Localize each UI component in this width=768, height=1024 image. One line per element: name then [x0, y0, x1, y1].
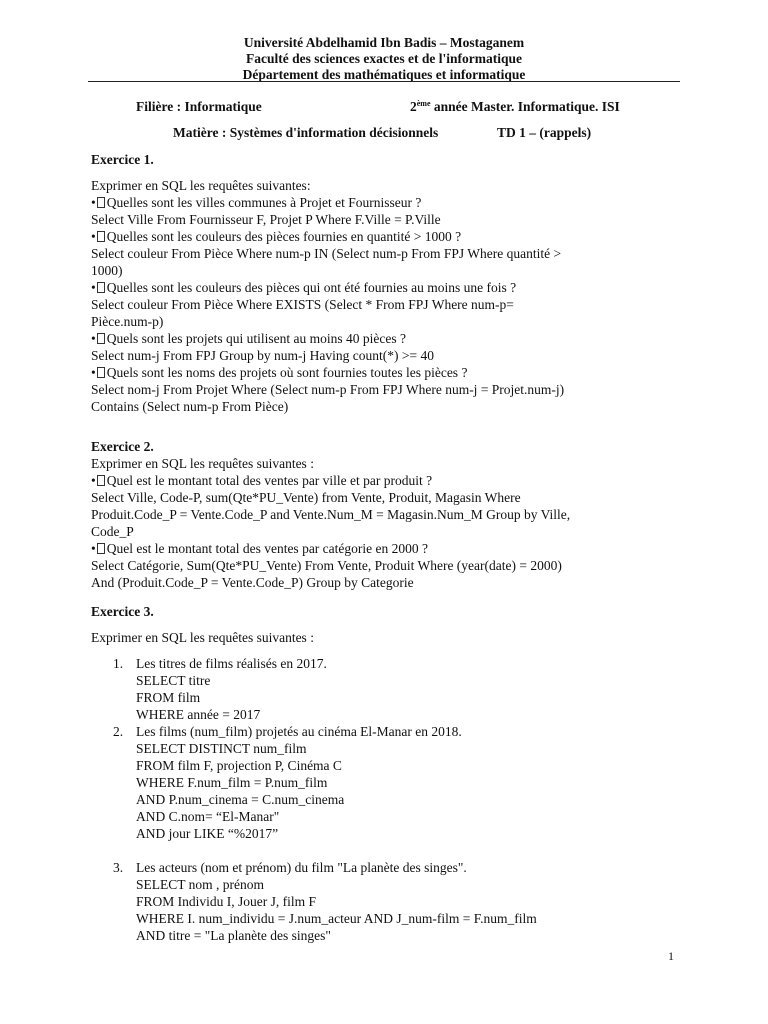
university-name: Université Abdelhamid Ibn Badis – Mostaganem — [243, 35, 525, 50]
list-item: • Quelles sont les couleurs des pièces fournies en quantité > 1000 ? Select couleur From Pièce Where num-p IN (Select num-p From FPJ Where quantité > 1000) — [91, 229, 562, 278]
bullet-icon: • — [91, 365, 96, 380]
checkbox-icon — [97, 475, 105, 486]
year-label: 2ème année Master. Informatique. ISI — [410, 99, 620, 114]
document-body — [91, 151, 691, 944]
td-label: TD 1 – (rappels) — [497, 125, 592, 140]
bullet-icon: • — [91, 473, 96, 488]
checkbox-icon — [97, 231, 105, 242]
checkbox-icon — [97, 333, 105, 344]
list-item: • Quel est le montant total des ventes par catégorie en 2000 ? Select Catégorie, Sum(Qte*PU_Vente) From Vente, Produit Where (year(date) = 2000) And (Produit.Code_P = Vente.Code_P) Group by Categorie — [91, 541, 562, 590]
list-item: • Quel est le montant total des ventes par ville et par produit ? Select Ville, Code-P, sum(Qte*PU_Vente) from Vente, Produit, Magasin Where Produit.Code_P = Vente.Code_P and Vente.Num_M = Magasin.Num_M Group by Ville, Code_P — [91, 473, 571, 539]
header-rule — [88, 81, 680, 82]
bullet-icon: • — [91, 195, 96, 210]
exercise-1-title: Exercice 1. — [91, 152, 154, 167]
list-item: • Quels sont les projets qui utilisent au moins 40 pièces ? Select num-j From FPJ Group by num-j Having count(*) >= 40 — [91, 331, 434, 363]
faculty-name: Faculté des sciences exactes et de l'informatique — [246, 51, 522, 66]
page-number: 1 — [668, 949, 674, 963]
list-item: 2. Les films (num_film) projetés au cinéma El-Manar en 2018. SELECT DISTINCT num_film FROM film F, projection P, Cinéma C WHERE F.num_film = P.num_film AND P.num_cinema = C.num_cinema AND C.nom= “El-Manar" AND jour LIKE “%2017” — [113, 724, 462, 841]
exercise-3-title: Exercice 3. — [91, 604, 154, 619]
exercise-2-intro: Exprimer en SQL les requêtes suivantes : — [91, 456, 314, 471]
list-item: • Quels sont les noms des projets où sont fournies toutes les pièces ? Select nom-j From Projet Where (Select num-p From FPJ Where num-j = Projet.num-j) Contains (Select num-p From Pièce) — [91, 365, 565, 414]
exercise-3-list — [91, 655, 691, 944]
checkbox-icon — [97, 543, 105, 554]
list-item: 1. Les titres de films réalisés en 2017. SELECT titre FROM film WHERE année = 2017 — [113, 656, 327, 722]
exercise-2-items — [91, 472, 691, 591]
filiere-label: Filière : Informatique — [136, 99, 262, 114]
checkbox-icon — [97, 367, 105, 378]
exercise-1-intro: Exprimer en SQL les requêtes suivantes: — [91, 178, 311, 193]
list-item: • Quelles sont les couleurs des pièces qui ont été fournies au moins une fois ? Select couleur From Pièce Where EXISTS (Select * From FPJ Where num-p= Pièce.num-p) — [91, 280, 517, 329]
bullet-icon: • — [91, 229, 96, 244]
list-item: 3. Les acteurs (nom et prénom) du film "La planète des singes". SELECT nom , prénom FROM Individu I, Jouer J, film F WHERE I. num_individu = J.num_acteur AND J_num-film = F.num_film AND titre = "La planète des singes" — [113, 860, 537, 943]
checkbox-icon — [97, 197, 105, 208]
document-header — [0, 35, 768, 83]
exercise-3-intro: Exprimer en SQL les requêtes suivantes : — [91, 630, 314, 645]
bullet-icon: • — [91, 331, 96, 346]
checkbox-icon — [97, 282, 105, 293]
exercise-2-title: Exercice 2. — [91, 439, 154, 454]
list-item: • Quelles sont les villes communes à Projet et Fournisseur ? Select Ville From Fournisseur F, Projet P Where F.Ville = P.Ville — [91, 195, 441, 227]
bullet-icon: • — [91, 541, 96, 556]
exercise-1-items — [91, 194, 691, 415]
department-name: Département des mathématiques et informatique — [242, 67, 526, 82]
bullet-icon: • — [91, 280, 96, 295]
matiere-label: Matière : Systèmes d'information décisionnels — [173, 125, 439, 140]
